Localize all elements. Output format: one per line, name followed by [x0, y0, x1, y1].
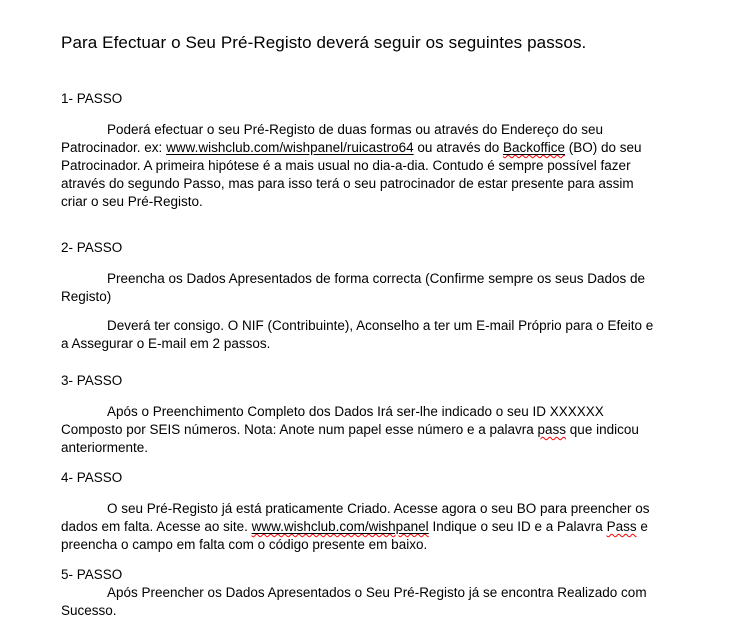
text-run: O seu Pré-Registo já está praticamente Criado. Acesse agora o seu BO para preencher os — [107, 501, 650, 516]
paragraph — [61, 270, 709, 306]
url-link-text[interactable]: www.wishclub.com/wishpanel — [251, 519, 429, 534]
text-run: Indique o seu ID e a Palavra — [428, 519, 607, 534]
section-passo-5 — [61, 566, 709, 620]
text-run: Composto por SEIS números. Nota: Anote num papel esse número e a palavra — [61, 422, 538, 437]
text-run: ou através do — [413, 140, 503, 155]
document-body — [61, 90, 709, 620]
document-title: Para Efectuar o Seu Pré-Registo deverá seguir os seguintes passos. — [61, 33, 587, 52]
text-run: Patrocinador. ex: — [61, 140, 167, 155]
url-link[interactable] — [252, 519, 429, 534]
text-run: a Assegurar o E-mail em 2 passos. — [61, 336, 271, 351]
url-link[interactable] — [503, 140, 565, 155]
step-heading: 5- PASSO — [61, 567, 123, 582]
text-run: Poderá efectuar o seu Pré-Registo de duas formas ou através do Endereço do seu — [107, 122, 604, 137]
text-run: anteriormente. — [61, 440, 149, 455]
section-passo-2 — [61, 239, 709, 353]
text-run: Preencha os Dados Apresentados de forma correcta (Confirme sempre os seus Dados de — [107, 271, 646, 286]
section-passo-3 — [61, 372, 709, 457]
paragraph — [61, 403, 709, 457]
misspelled-word: Pass — [606, 519, 637, 534]
text-run: criar o seu Pré-Registo. — [61, 194, 203, 209]
misspelled-word: pass — [537, 422, 567, 437]
text-run: dados em falta. Acesse ao site. — [61, 519, 252, 534]
paragraph — [61, 317, 709, 353]
text-run: que indicou — [566, 422, 639, 437]
text-run: Após Preencher os Dados Apresentados o Seu Pré-Registo já se encontra Realizado com — [107, 585, 647, 600]
text-run: e — [636, 519, 648, 534]
text-run: Deverá ter consigo. O NIF (Contribuinte), Aconselho a ter um E-mail Próprio para o Efeito e — [107, 318, 654, 333]
text-run: Após o Preenchimento Completo dos Dados Irá ser-lhe indicado o seu ID XXXXXX — [107, 404, 604, 419]
text-run: Sucesso. — [61, 603, 117, 618]
step-heading: 3- PASSO — [61, 373, 123, 388]
paragraph — [61, 121, 709, 211]
url-link-text[interactable]: Backoffice — [502, 140, 566, 155]
paragraph — [61, 500, 709, 554]
step-heading: 1- PASSO — [61, 91, 123, 106]
section-passo-4 — [61, 469, 709, 554]
step-heading: 2- PASSO — [61, 240, 123, 255]
text-run: Registo) — [61, 289, 112, 304]
paragraph — [61, 584, 709, 620]
text-run: Patrocinador. A primeira hipótese é a mais usual no dia-a-dia. Contudo é sempre possível fazer — [61, 158, 631, 173]
text-run: através do segundo Passo, mas para isso terá o seu patrocinador de estar presente para assim — [61, 176, 634, 191]
step-heading: 4- PASSO — [61, 470, 123, 485]
text-run: (BO) do seu — [565, 140, 642, 155]
url-link[interactable]: www.wishclub.com/wishpanel/ruicastro64 — [166, 140, 414, 155]
text-run: preencha o campo em falta com o código presente em baixo. — [61, 537, 428, 552]
section-passo-1 — [61, 90, 709, 211]
